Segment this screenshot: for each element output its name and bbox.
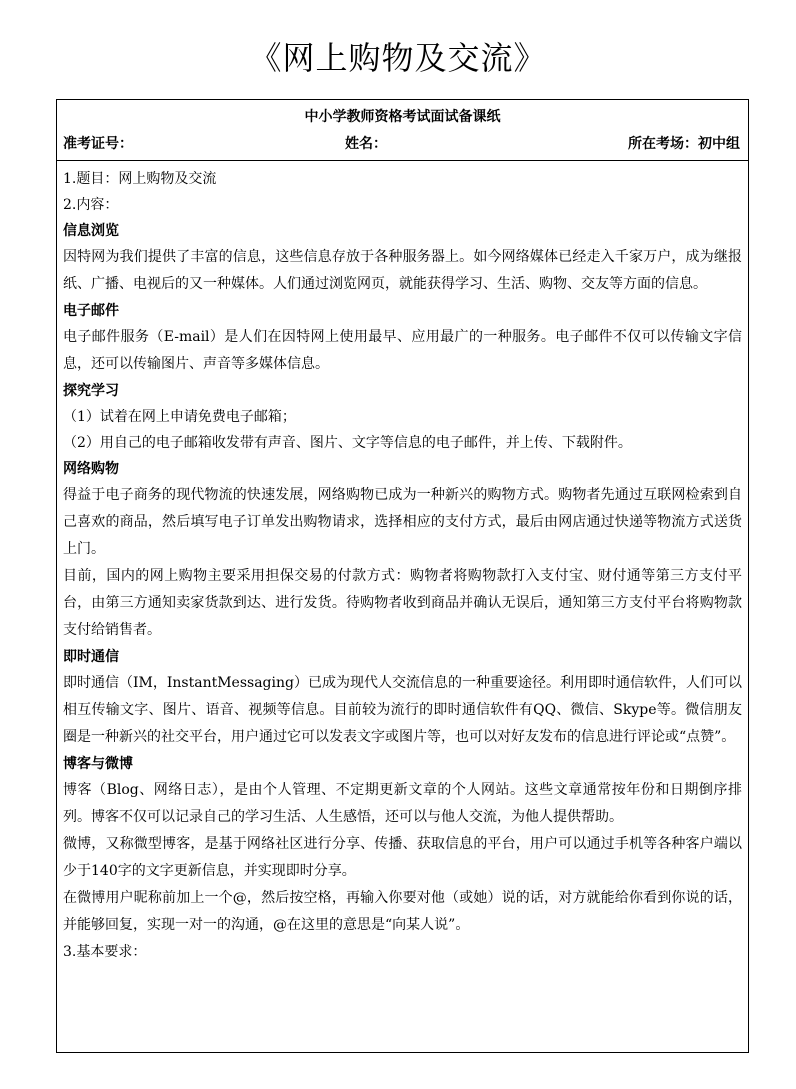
paragraph-email: 电子邮件服务（E-mail）是人们在因特网上使用最早、应用最广的一种服务。电子邮件不仅可以传输文字信息，还可以传输图片、声音等多媒体信息。 [63, 329, 742, 372]
venue-label: 所在考场：初中组 [628, 136, 740, 152]
topic-line: 1.题目：网上购物及交流 [63, 171, 217, 187]
section-heading-im: 即时通信 [63, 649, 119, 665]
requirements-label: 3.基本要求： [63, 944, 147, 960]
content-label: 2.内容： [63, 197, 119, 213]
form-body [57, 161, 748, 965]
paragraph-browsing: 因特网为我们提供了丰富的信息，这些信息存放于各种服务器上。如今网络媒体已经走入千家万户，成为继报纸、广播、电视后的又一种媒体。人们通过浏览网页，就能获得学习、生活、购物、交友等方面的信息。 [63, 249, 742, 292]
paragraph-shopping-2: 目前，国内的网上购物主要采用担保交易的付款方式：购物者将购物款打入支付宝、财付通等第三方支付平台，由第三方通知卖家货款到达、进行发货。待购物者收到商品并确认无误后，通知第三方支付平台将购物款支付给销售者。 [63, 568, 742, 638]
inquiry-item-1: （1）试着在网上申请免费电子邮箱； [63, 409, 296, 425]
paragraph-blog-2: 微博，又称微型博客，是基于网络社区进行分享、传播、获取信息的平台，用户可以通过手机等各种客户端以少于140字的文字更新信息，并实现即时分享。 [63, 836, 742, 879]
exam-id-label: 准考证号： [63, 136, 133, 152]
section-heading-shopping: 网络购物 [63, 461, 119, 477]
document-title: 《网上购物及交流》 [249, 39, 547, 77]
section-heading-blog: 博客与微博 [63, 756, 133, 772]
form-fields-row [57, 133, 748, 155]
paragraph-im: 即时通信（IM，InstantMessaging）已成为现代人交流信息的一种重要途径。利用即时通信软件，人们可以相互传输文字、图片、语音、视频等信息。目前较为流行的即时通信软件有QQ、微信、Skype等。微信朋友圈是一种新兴的社交平台，用户通过它可以发表文字或图片等，也可以对好友发布的信息进行评论或“点赞”。 [63, 675, 742, 745]
section-heading-email: 电子邮件 [63, 303, 119, 319]
inquiry-item-2: （2）用自己的电子邮箱收发带有声音、图片、文字等信息的电子邮件，并上传、下载附件。 [63, 435, 632, 451]
paragraph-shopping-1: 得益于电子商务的现代物流的快速发展，网络购物已成为一种新兴的购物方式。购物者先通过互联网检索到自己喜欢的商品，然后填写电子订单发出购物请求，选择相应的支付方式，最后由网店通过快递等物流方式送货上门。 [63, 487, 742, 557]
paragraph-blog-1: 博客（Blog、网络日志），是由个人管理、不定期更新文章的个人网站。这些文章通常按年份和日期倒序排列。博客不仅可以记录自己的学习生活、人生感悟，还可以与他人交流，为他人提供帮助。 [63, 782, 742, 825]
name-label: 姓名： [345, 136, 387, 152]
form-title: 中小学教师资格考试面试备课纸 [304, 109, 501, 125]
section-heading-inquiry: 探究学习 [63, 383, 119, 399]
paragraph-blog-3: 在微博用户昵称前加上一个@，然后按空格，再输入你要对他（或她）说的话，对方就能给你看到你说的话，并能够回复，实现一对一的沟通，@在这里的意思是“向某人说”。 [63, 890, 742, 933]
section-heading-browsing: 信息浏览 [63, 223, 119, 239]
form-header [57, 100, 748, 161]
lesson-plan-form [56, 99, 749, 1053]
